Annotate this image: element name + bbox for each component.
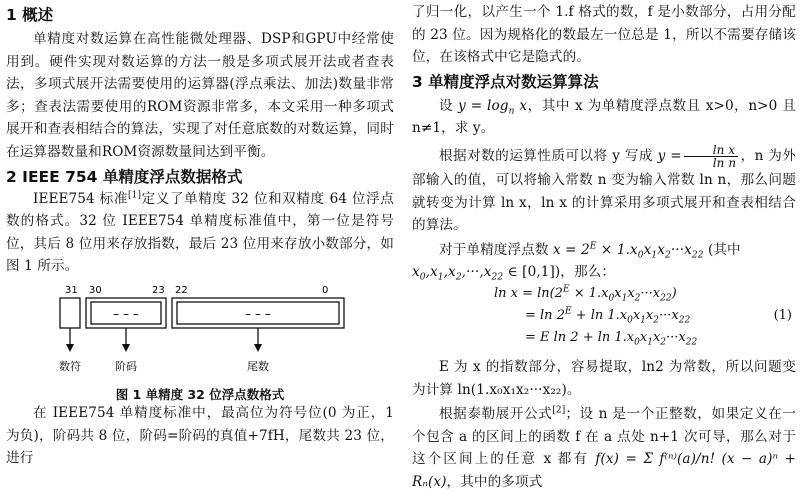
float-format-diagram bbox=[6, 284, 394, 384]
definition-paragraph: 设 $y = \log_n x$，其中 x 为单精度浮点数且 x>0，n>0 且 n≠1，求 y。 bbox=[412, 97, 796, 137]
mantissa-label: 尾数 bbox=[247, 359, 269, 373]
reference-1[interactable]: [1] bbox=[128, 190, 142, 201]
exponent-label: 阶码 bbox=[115, 359, 137, 373]
ieee-format-text: 定义了单精度 32 位和双精度 64 位浮点数的格式。32 位 IEEE754 单精度标准值中，第一位是符号位，其后 8 位用来存放指数，最后 23 位用来存放小数部分，如图 1 所示。 bbox=[6, 190, 394, 275]
sign-label: 数符 bbox=[59, 359, 81, 373]
right-column bbox=[412, 0, 796, 494]
property-paragraph: 根据对数的运算性质可以将 y 写成 y = $\frac{\text{ln x}}{\text{ln n}}$ ，n 为外部输入的值，可以将输入常数 n 变为输入常数 ln n，那么问题就转变为计算 ln x，ln x 的计算采用多项式展开和查表相结合的算法。 bbox=[412, 142, 796, 234]
equation-line-1: $\ln x = \ln(2^E \times 1.x_0x_1x_2\cdot\cdot\cdot x_{22})$ bbox=[494, 284, 677, 304]
ieee-standard-text: IEEE754 标准 bbox=[33, 190, 129, 207]
bit-0-label: 0 bbox=[322, 284, 329, 296]
ln-fraction: $\frac{\text{ln x}}{\text{ln n}}$ bbox=[684, 144, 739, 169]
taylor-formula: f(x) = Σ f⁽ⁿ⁾(a)/n! (x − a)ⁿ + Rₙ(x) bbox=[412, 451, 796, 490]
float-range-line: $x_0,x_1,x_2,\cdot\cdot\cdot,x_{22}$ ∈ [0,1])，那么： bbox=[412, 264, 616, 284]
equation-line-2: = $\ln 2^E + \ln 1.x_0x_1x_2\cdot\cdot\cdot x_{22}$ bbox=[525, 306, 691, 326]
float-definition-line: 对于单精度浮点数 $x = 2^E \times 1.x_0x_1x_2\cdot\cdot\cdot x_{22}$ (其中 bbox=[439, 241, 741, 261]
mantissa-dashes: – – – bbox=[245, 306, 271, 321]
exponent-paragraph: E 为 x 的指数部分，容易提取，ln2 为常数，所以问题变为计算 ln(1.x₀x₁x₂···x₂₂)。 bbox=[412, 358, 796, 398]
section-2-title: 2 IEEE 754 单精度浮点数据格式 bbox=[6, 167, 243, 186]
section-1-title: 1 概述 bbox=[6, 6, 54, 24]
reference-2[interactable]: [2] bbox=[552, 405, 566, 416]
normalization-paragraph: 了归一化，以产生一个 1.f 格式的数，f 是小数部分，占用分配的 23 位。因为规格化的数最左一位总是 1，所以不需要存储该位，在该格式中它是隐式的。 bbox=[412, 4, 796, 66]
ieee-rule-paragraph: 在 IEEE754 单精度标准中，最高位为符号位(0 为正，1 为负)，阶码共 8 位，阶码=阶码的真值+7fH，尾数共 23 位，进行 bbox=[6, 404, 394, 467]
taylor-paragraph: 根据泰勒展开公式[2]；设 n 是一个正整数，如果定义在一个包含 a 的区间上的函数 f 在 a 点处 n+1 次可导，那么对于这个区间上的任意 x 都有 f(x) = Σ f⁽ⁿ⁾(a)/n! (x − a)ⁿ + Rₙ(x)，其中的多项式 bbox=[412, 405, 796, 490]
left-column bbox=[6, 0, 394, 470]
sign-bit-box bbox=[60, 298, 80, 328]
section-2-paragraph bbox=[6, 188, 394, 278]
equation-number: (1) bbox=[773, 307, 792, 323]
equation-1 bbox=[412, 284, 796, 352]
figure-1-caption: 图 1 单精度 32 位浮点数格式 bbox=[115, 386, 285, 402]
equation-line-3: = E $\ln 2 + \ln 1.x_0x_1x_2\cdot\cdot\cdot x_{22}$ bbox=[525, 329, 698, 348]
bit-23-label: 23 bbox=[152, 284, 165, 296]
exponent-dashes: – – – bbox=[113, 306, 139, 321]
bit-30-label: 30 bbox=[89, 284, 102, 296]
figure-1 bbox=[6, 284, 394, 402]
section-1-paragraph: 单精度对数运算在高性能微处理器、DSP和GPU中经常使用到。硬件实现对数运算的方法一般是多项式展开法或者查表法，多项式展开法需要使用的运算器(浮点乘法、加法)数量非常多；查表法需要使用的ROM资源非常多，本文采用一种多项式展开和查表相结合的算法，实现了对任意底数的对数运算，同时在运算器数量和ROM资源数量间达到平衡。 bbox=[6, 31, 394, 160]
bit-31-label: 31 bbox=[65, 284, 78, 296]
section-3-title: 3 单精度浮点对数运算算法 bbox=[412, 72, 599, 91]
log-formula: $y = \log_n x$ bbox=[458, 97, 528, 117]
bit-22-label: 22 bbox=[175, 284, 188, 296]
